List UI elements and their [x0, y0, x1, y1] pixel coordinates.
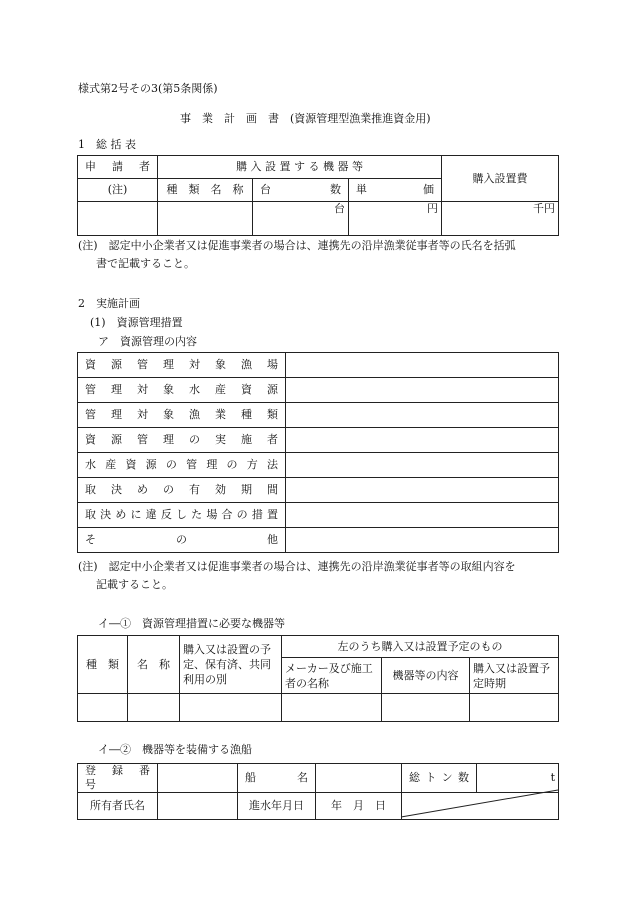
applicant-cell[interactable]: [78, 202, 158, 236]
planned-purchase-header: 左のうち購入又は設置予定のもの: [282, 636, 559, 658]
note1-line1: (注) 認定中小企業者又は促進事業者の場合は、連携先の沿岸漁業従事者等の氏名を括弧: [78, 239, 516, 252]
col-timing-header: 購入又は設置予定時期: [470, 658, 559, 694]
col-name-header: 名 称: [128, 636, 180, 694]
equipment-table: [77, 635, 559, 722]
owner-name-cell[interactable]: [158, 792, 238, 819]
row-value-other[interactable]: [286, 528, 559, 553]
price-cell[interactable]: [349, 202, 442, 236]
owner-name-label: 所有者氏名: [78, 792, 158, 819]
row-label-other: その他: [78, 528, 286, 553]
row-label-violation-measures: 取決めに違反した場合の措置: [78, 503, 286, 528]
section2-sub-a: ア 資源管理の内容: [98, 335, 197, 348]
summary-table: [77, 155, 559, 236]
gross-tonnage-cell[interactable]: [477, 764, 559, 793]
col-type-header: 種 類: [78, 636, 128, 694]
registration-number-cell[interactable]: [158, 764, 238, 793]
ship-name-label: 船 名: [238, 764, 316, 793]
type-name-cell[interactable]: [158, 202, 253, 236]
equipment-type-cell[interactable]: [78, 694, 128, 722]
note1-line2: 書で記載すること。: [96, 257, 195, 270]
row-value-target-resource[interactable]: [286, 378, 559, 403]
type-name-header: 種 類 名 称: [158, 179, 253, 202]
section2-sub1: (1) 資源管理措置: [90, 316, 183, 329]
equipment-name-cell[interactable]: [128, 694, 180, 722]
date-units: 年 月 日: [331, 798, 386, 812]
row-value-violation-measures[interactable]: [286, 503, 559, 528]
price-header: 単 価: [349, 179, 442, 202]
section1-heading: 1 総 括 表: [78, 138, 136, 151]
diagonal-strike-line: [401, 789, 559, 818]
cost-header: 購入設置費: [442, 156, 559, 202]
row-value-fishing-ground[interactable]: [286, 353, 559, 378]
applicant-header: 申 請 者: [78, 156, 158, 179]
launch-date-cell[interactable]: [316, 792, 402, 819]
equipment-header: 購 入 設 置 す る 機 器 等: [158, 156, 442, 179]
registration-number-label: 登 録 番 号: [78, 764, 158, 793]
applicant-note: (注): [78, 179, 158, 202]
section2-heading: 2 実施計画: [78, 297, 140, 310]
cost-unit: 千円: [533, 202, 556, 215]
form-label: 様式第2号その3(第5条関係): [78, 82, 218, 95]
row-label-fishery-type: 管理対象漁業種類: [78, 403, 286, 428]
row-value-fishery-type[interactable]: [286, 403, 559, 428]
note2-line2: 記載すること。: [96, 578, 173, 591]
price-unit: 円: [427, 202, 439, 215]
gross-tonnage-label: 総トン数: [402, 764, 477, 793]
row-label-implementer: 資源管理の実施者: [78, 428, 286, 453]
document-title: 事 業 計 画 書 (資源管理型漁業推進資金用): [180, 112, 431, 125]
count-header: 台 数: [253, 179, 349, 202]
ship-name-cell[interactable]: [316, 764, 402, 793]
count-unit: 台: [334, 202, 345, 215]
equipment-content-cell[interactable]: [382, 694, 470, 722]
row-label-target-resource: 管理対象水産資源: [78, 378, 286, 403]
equipment-section-heading: イ―① 資源管理措置に必要な機器等: [98, 617, 285, 630]
equipment-maker-cell[interactable]: [282, 694, 382, 722]
equipment-status-cell[interactable]: [180, 694, 282, 722]
row-label-validity-period: 取決めの有効期間: [78, 478, 286, 503]
note2-line1: (注) 認定中小企業者又は促進事業者の場合は、連携先の沿岸漁業従事者等の取組内容を: [78, 560, 516, 573]
cost-cell[interactable]: [442, 202, 559, 236]
row-label-management-method: 水産資源の管理の方法: [78, 453, 286, 478]
col-content-header: 機器等の内容: [382, 658, 470, 694]
row-value-validity-period[interactable]: [286, 478, 559, 503]
row-label-fishing-ground: 資源管理対象漁場: [78, 353, 286, 378]
col-status-header: 購入又は設置の予定、保有済、共同利用の別: [180, 636, 282, 694]
resource-management-table: [77, 352, 559, 553]
tonnage-unit: t: [550, 770, 555, 784]
col-maker-header: メーカー及び施工者の名称: [282, 658, 382, 694]
equipment-timing-cell[interactable]: [470, 694, 559, 722]
launch-date-label: 進水年月日: [238, 792, 316, 819]
row-value-management-method[interactable]: [286, 453, 559, 478]
vessel-section-heading: イ―② 機器等を装備する漁船: [98, 743, 252, 756]
row-value-implementer[interactable]: [286, 428, 559, 453]
count-cell[interactable]: [253, 202, 349, 236]
